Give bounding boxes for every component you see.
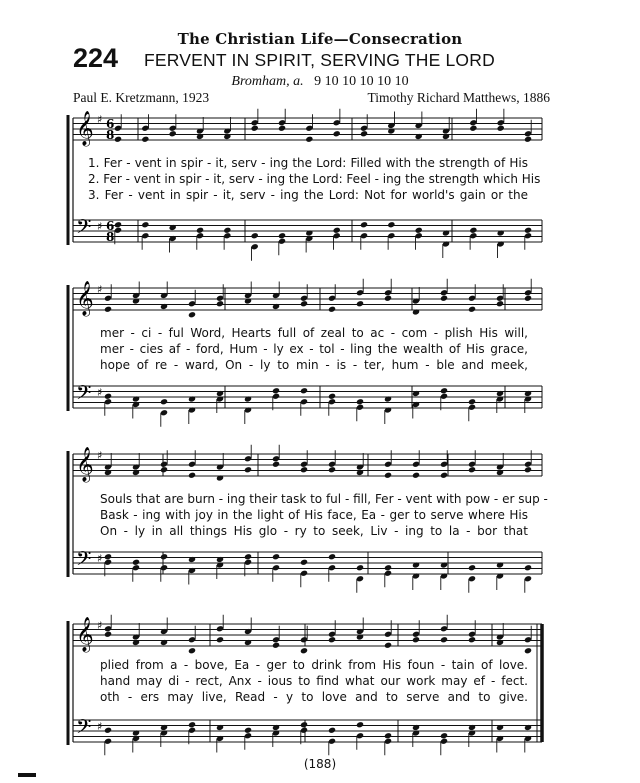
notehead <box>333 227 341 234</box>
notehead <box>278 232 286 239</box>
notehead <box>497 229 505 236</box>
notehead <box>496 639 504 646</box>
treble-clef: 𝄞 <box>76 447 94 482</box>
key-sharp: ♯ <box>97 220 103 233</box>
notehead <box>328 306 336 313</box>
notehead <box>244 553 252 560</box>
notehead <box>356 564 364 571</box>
treble-clef: 𝄞 <box>76 111 94 146</box>
notehead <box>360 130 368 137</box>
notehead <box>216 390 224 397</box>
notehead <box>384 564 392 571</box>
notehead <box>356 398 364 405</box>
notehead <box>328 466 336 473</box>
lyric-line: oth - ers may live, Read - y to love and to serve and to give. <box>100 690 528 704</box>
key-sharp: ♯ <box>97 386 103 399</box>
notehead <box>251 125 259 132</box>
footer-mark <box>18 773 36 777</box>
notehead <box>524 647 532 654</box>
notehead <box>188 472 196 479</box>
notehead <box>216 556 224 563</box>
notehead <box>132 729 140 736</box>
notehead <box>104 469 112 476</box>
notehead <box>384 395 392 402</box>
lyric-line: Souls that are burn - ing their task to ful - fill, Fer - vent with pow - er sup - <box>100 492 548 506</box>
notehead <box>300 466 308 473</box>
notehead <box>196 133 204 140</box>
lyric-line: mer - ci - ful Word, Hearts full of zeal to ac - com - plish His will, <box>100 326 528 340</box>
notehead <box>188 721 196 728</box>
notehead <box>468 564 476 571</box>
treble-clef: 𝄞 <box>76 281 94 316</box>
notehead <box>160 724 168 731</box>
notehead <box>384 472 392 479</box>
lyric-line: plied from a - bove, Ea - ger to drink from His foun - tain of love. <box>100 658 528 672</box>
notehead <box>468 306 476 313</box>
notehead <box>469 227 477 234</box>
notehead <box>356 300 364 307</box>
key-sharp: ♯ <box>97 619 103 632</box>
notehead <box>496 724 504 731</box>
notehead <box>188 647 196 654</box>
notehead <box>104 631 112 638</box>
notehead <box>412 724 420 731</box>
notehead <box>442 133 450 140</box>
hymn-title: FERVENT IN SPIRIT, SERVING THE LORD <box>144 50 495 70</box>
notehead <box>524 136 532 143</box>
notehead <box>223 133 231 140</box>
notehead <box>387 221 395 228</box>
notehead <box>328 636 336 643</box>
notehead <box>412 561 420 568</box>
notehead <box>169 224 177 231</box>
notehead <box>272 303 280 310</box>
notehead <box>440 561 448 568</box>
key-sharp: ♯ <box>97 449 103 462</box>
notehead <box>132 395 140 402</box>
notehead <box>216 636 224 643</box>
notehead <box>524 466 532 473</box>
notehead <box>104 727 112 734</box>
notehead <box>132 559 140 566</box>
notehead <box>300 647 308 654</box>
notehead <box>524 295 532 302</box>
notehead <box>524 564 532 571</box>
lyric-line: On - ly in all things His glo - ry to seek, Liv - ing to la - bor that <box>100 524 528 538</box>
page-number: (188) <box>303 757 337 771</box>
notehead <box>132 297 140 304</box>
lyric-line: 2. Fer - vent in spir - it, serv - ing the Lord: Feel - ing the strength which His <box>88 172 541 186</box>
notehead <box>328 393 336 400</box>
meter: 9 10 10 10 10 10 <box>314 74 409 89</box>
notehead <box>196 227 204 234</box>
notehead <box>387 127 395 134</box>
key-sharp: ♯ <box>97 720 103 733</box>
notehead <box>104 553 112 560</box>
notehead <box>328 727 336 734</box>
notehead <box>251 232 259 239</box>
notehead <box>496 300 504 307</box>
composer-credit: Timothy Richard Matthews, 1886 <box>367 90 550 105</box>
notehead <box>496 390 504 397</box>
notehead <box>328 553 336 560</box>
notehead <box>160 553 168 560</box>
notehead <box>468 398 476 405</box>
notehead <box>333 130 341 137</box>
time-signature-bottom: 8 <box>106 230 115 244</box>
notehead <box>141 221 149 228</box>
notehead <box>440 636 448 643</box>
tune-name: Bromham, a. <box>231 74 304 89</box>
notehead <box>468 466 476 473</box>
bass-clef: 𝄢 <box>76 715 92 743</box>
notehead <box>440 472 448 479</box>
notehead <box>188 395 196 402</box>
notehead <box>141 136 149 143</box>
notehead <box>468 724 476 731</box>
bass-clef: 𝄢 <box>76 547 92 575</box>
notehead <box>300 721 308 728</box>
notehead <box>356 469 364 476</box>
notehead <box>300 300 308 307</box>
notehead <box>384 732 392 739</box>
notehead <box>223 227 231 234</box>
notehead <box>188 311 196 318</box>
lyric-line: 3. Fer - vent in spir - it, serv - ing the Lord: Not for world's gain or the <box>88 188 528 202</box>
key-sharp: ♯ <box>97 113 103 126</box>
notehead <box>524 390 532 397</box>
notehead <box>356 721 364 728</box>
notehead <box>496 561 504 568</box>
notehead <box>412 308 420 315</box>
notehead <box>244 395 252 402</box>
notehead <box>415 227 423 234</box>
notehead <box>524 724 532 731</box>
notehead <box>497 125 505 132</box>
lyric-line: Bask - ing with joy in the light of His face, Ea - ger to serve where His <box>100 508 528 522</box>
notehead <box>132 469 140 476</box>
notehead <box>412 390 420 397</box>
notehead <box>384 642 392 649</box>
notehead <box>216 474 224 481</box>
notehead <box>244 727 252 734</box>
notehead <box>360 221 368 228</box>
notehead <box>440 295 448 302</box>
section-title: The Christian Life—Consecration <box>177 30 463 48</box>
notehead <box>305 229 313 236</box>
treble-clef: 𝄞 <box>76 617 94 652</box>
notehead <box>104 306 112 313</box>
lyric-line: hope of re - ward, On - ly to min - is - ter, hum - ble and meek, <box>100 358 528 372</box>
notehead <box>244 297 252 304</box>
notehead <box>300 559 308 566</box>
notehead <box>160 303 168 310</box>
notehead <box>272 553 280 560</box>
notehead <box>188 556 196 563</box>
notehead <box>412 636 420 643</box>
key-sharp: ♯ <box>97 552 103 565</box>
author-credit: Paul E. Kretzmann, 1923 <box>73 90 210 105</box>
time-signature-top: 6 <box>106 219 115 233</box>
notehead <box>469 125 477 132</box>
notehead <box>305 136 313 143</box>
notehead <box>132 639 140 646</box>
notehead <box>272 642 280 649</box>
notehead <box>114 221 122 228</box>
bass-clef: 𝄢 <box>76 215 92 243</box>
notehead <box>440 387 448 394</box>
notehead <box>169 130 177 137</box>
notehead <box>524 227 532 234</box>
bass-clef: 𝄢 <box>76 381 92 409</box>
notehead <box>244 466 252 473</box>
notehead <box>442 229 450 236</box>
notehead <box>415 133 423 140</box>
notehead <box>104 393 112 400</box>
notehead <box>216 724 224 731</box>
notehead <box>384 295 392 302</box>
hymn-number: 224 <box>73 43 119 73</box>
notehead <box>272 461 280 468</box>
notehead <box>468 636 476 643</box>
notehead <box>440 732 448 739</box>
notehead <box>278 125 286 132</box>
notehead <box>300 387 308 394</box>
notehead <box>114 136 122 143</box>
notehead <box>356 633 364 640</box>
key-sharp: ♯ <box>97 283 103 296</box>
notehead <box>216 300 224 307</box>
notehead <box>244 639 252 646</box>
notehead <box>160 639 168 646</box>
lyric-line: 1. Fer - vent in spir - it, serv - ing the Lord: Filled with the strength of His <box>88 156 528 170</box>
notehead <box>160 398 168 405</box>
time-signature-top: 6 <box>106 117 115 131</box>
notehead <box>160 466 168 473</box>
notehead <box>496 469 504 476</box>
notehead <box>272 387 280 394</box>
notehead <box>272 724 280 731</box>
notehead <box>412 472 420 479</box>
time-signature-bottom: 8 <box>106 128 115 142</box>
lyric-line: hand may di - rect, Anx - ious to find what our work may ef - fect. <box>100 674 528 688</box>
lyric-line: mer - cies af - ford, Hum - ly ex - tol - ling the wealth of His grace, <box>100 342 528 356</box>
